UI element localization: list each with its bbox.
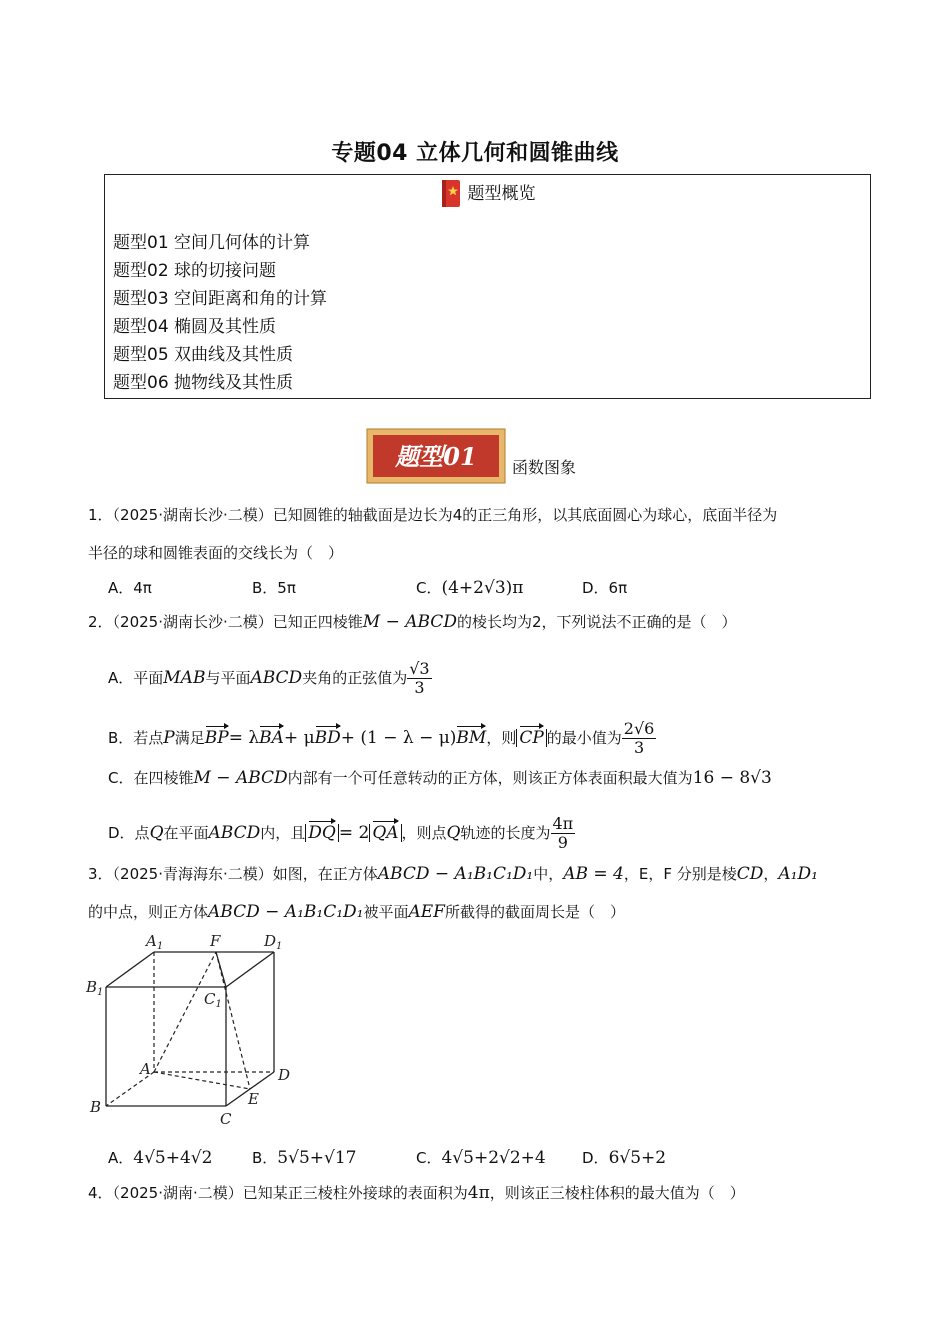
- q2-d-den: 9: [557, 833, 568, 852]
- q2-d-plane: ABCD: [208, 823, 261, 843]
- q2-b-eq: = λ: [228, 728, 260, 748]
- q2-a-den: 3: [414, 678, 425, 697]
- q2-option-c: [108, 768, 772, 788]
- q3-c-label: C．: [416, 1149, 442, 1167]
- q3-cd: CD: [736, 864, 764, 884]
- q3-b-label: B．: [252, 1149, 278, 1167]
- q4-pre: 4．（2025·湖南·二模）已知某正三棱柱外接球的表面积为: [88, 1184, 468, 1202]
- q2-a-post: 夹角的正弦值为: [302, 669, 408, 687]
- q2-option-b: [108, 720, 656, 757]
- q2-a-num: √3: [409, 659, 430, 678]
- q2-a-fraction: [407, 660, 431, 697]
- q2-d-eq: = 2: [338, 823, 370, 843]
- overview-item: 题型05 双曲线及其性质: [113, 345, 294, 365]
- question-4: [88, 1183, 745, 1203]
- q2-b-fraction: [622, 720, 657, 757]
- q1-option-c-label: C．: [416, 579, 442, 597]
- q2-prefix: 2．（2025·湖南长沙·二模）已知正四棱锥: [88, 613, 363, 631]
- q3-option-b: [252, 1148, 356, 1168]
- q2-c-solid: M − ABCD: [193, 768, 288, 788]
- vec-qa: QA: [372, 819, 398, 843]
- label-f: F: [210, 932, 221, 950]
- q1-option-c: [416, 578, 523, 598]
- q3-mid: 中，: [533, 865, 564, 883]
- q3-c-value: 4√5+2√2+4: [441, 1148, 546, 1168]
- q3-option-d: [582, 1148, 666, 1168]
- q2-d-num: 4π: [552, 814, 574, 833]
- q1-option-c-math: (4+2√3)π: [441, 578, 524, 598]
- question-2: [88, 612, 737, 632]
- question-3-line2: [88, 902, 625, 922]
- q2-c-post: 内部有一个可任意转动的正方体，则该正方体表面积最大值为: [287, 769, 693, 787]
- q2-c-value: 16 − 8√3: [692, 768, 772, 788]
- q2-d-fraction: [551, 815, 576, 852]
- q3-solid: ABCD − A₁B₁C₁D₁: [377, 864, 534, 884]
- label-c1: $C_1$: [204, 990, 222, 1010]
- q3-ef: ，E，F 分别是棱: [623, 865, 737, 883]
- q2-suffix: 的棱长均为2，下列说法不正确的是（ ）: [456, 613, 737, 631]
- vec-bd: BD: [315, 724, 341, 748]
- q2-b-den: 3: [633, 738, 645, 757]
- cube-figure: [84, 932, 304, 1127]
- q4-post: ，则该正三棱柱体积的最大值为（ ）: [489, 1184, 745, 1202]
- q2-b-plus2: + (1 − λ − μ): [340, 728, 457, 748]
- label-c: C: [220, 1110, 232, 1127]
- overview-item: 题型04 椭圆及其性质: [113, 317, 277, 337]
- q1-option-d: D．6π: [582, 579, 628, 597]
- q2-a-pre: A．平面: [108, 669, 164, 687]
- q3-comma: ，: [763, 865, 779, 883]
- question-1-line2: 半径的球和圆锥表面的交线长为（ ）: [88, 544, 344, 562]
- q2-d-mid: 在平面: [163, 824, 209, 842]
- q2-b-mid: 满足: [174, 729, 205, 747]
- overview-item: 题型02 球的切接问题: [113, 261, 277, 281]
- q3-prefix: 3．（2025·青海海东·二模）如图，在正方体: [88, 865, 378, 883]
- q3-d-label: D．: [582, 1149, 609, 1167]
- q2-d-pre: D．点: [108, 824, 150, 842]
- q3-d-value: 6√5+2: [608, 1148, 667, 1168]
- q2-b-post: 的最小值为: [546, 729, 622, 747]
- q2-solid: M − ABCD: [362, 612, 457, 632]
- q3-b-value: 5√5+√17: [277, 1148, 357, 1168]
- overview-heading: [105, 179, 870, 209]
- q2-b-then: ，则: [486, 729, 517, 747]
- label-a: A: [140, 1060, 151, 1078]
- section-badge: [366, 428, 506, 484]
- vec-ba: BA: [259, 724, 284, 748]
- q3-a-value: 4√5+4√2: [133, 1148, 213, 1168]
- vec-bm: BM: [456, 724, 486, 748]
- q2-option-d: [108, 815, 575, 852]
- q2-d-post: 轨迹的长度为: [460, 824, 551, 842]
- q2-option-a: [108, 660, 432, 697]
- book-icon: [440, 179, 462, 209]
- label-a1: $A_1$: [146, 932, 164, 952]
- label-d: D: [278, 1066, 291, 1084]
- q3-line2-post: 所截得的截面周长是（ ）: [444, 903, 625, 921]
- q2-c-pre: C．在四棱锥: [108, 769, 194, 787]
- q2-b-p: P: [163, 728, 175, 748]
- q2-b-pre: B．若点: [108, 729, 164, 747]
- q3-line2-solid: ABCD − A₁B₁C₁D₁: [208, 902, 364, 922]
- q2-a-plane2: ABCD: [250, 668, 303, 688]
- q3-a-label: A．: [108, 1149, 134, 1167]
- section-label: 函数图象: [512, 458, 577, 477]
- q2-d-q: Q: [149, 823, 164, 843]
- question-3-line1: [88, 864, 818, 884]
- q3-option-a: [108, 1148, 212, 1168]
- vec-bp: BP: [205, 724, 229, 748]
- q2-b-plus1: + μ: [283, 728, 315, 748]
- page-title: 专题04 立体几何和圆锥曲线: [331, 141, 619, 166]
- vec-cp: CP: [519, 724, 543, 748]
- q4-value: 4π: [467, 1183, 490, 1203]
- overview-item: 题型06 抛物线及其性质: [113, 373, 294, 393]
- vec-dq: DQ: [308, 819, 336, 843]
- q2-d-then: ，则点: [401, 824, 447, 842]
- overview-item: 题型03 空间距离和角的计算: [113, 289, 328, 309]
- q2-a-mid: 与平面: [205, 669, 251, 687]
- overview-box: [104, 174, 871, 399]
- label-d1: $D_1$: [264, 932, 283, 952]
- q2-a-plane1: MAB: [163, 668, 206, 688]
- overview-heading-text: 题型概览: [467, 184, 536, 204]
- q3-ab: AB = 4: [563, 864, 624, 884]
- q3-line2-plane: AEF: [408, 902, 445, 922]
- q2-d-q2: Q: [446, 823, 461, 843]
- q1-option-b: B．5π: [252, 579, 296, 597]
- q3-line2-mid: 被平面: [363, 903, 409, 921]
- section-badge-text: 题型01: [395, 442, 477, 471]
- label-e: E: [248, 1090, 259, 1108]
- q3-line2-pre: 的中点，则正方体: [88, 903, 209, 921]
- overview-item: 题型01 空间几何体的计算: [113, 233, 311, 253]
- q3-a1d1: A₁D₁: [778, 864, 818, 884]
- q1-option-a: A．4π: [108, 579, 152, 597]
- label-b1: $B_1$: [86, 978, 104, 998]
- q2-b-num: 2√6: [623, 719, 655, 738]
- q3-option-c: [416, 1148, 546, 1168]
- question-1-line1: 1．（2025·湖南长沙·二模）已知圆锥的轴截面是边长为4的正三角形，以其底面圆心为球心，底面半径为: [88, 506, 778, 524]
- label-b: B: [90, 1098, 102, 1116]
- q2-d-in: 内，且: [260, 824, 306, 842]
